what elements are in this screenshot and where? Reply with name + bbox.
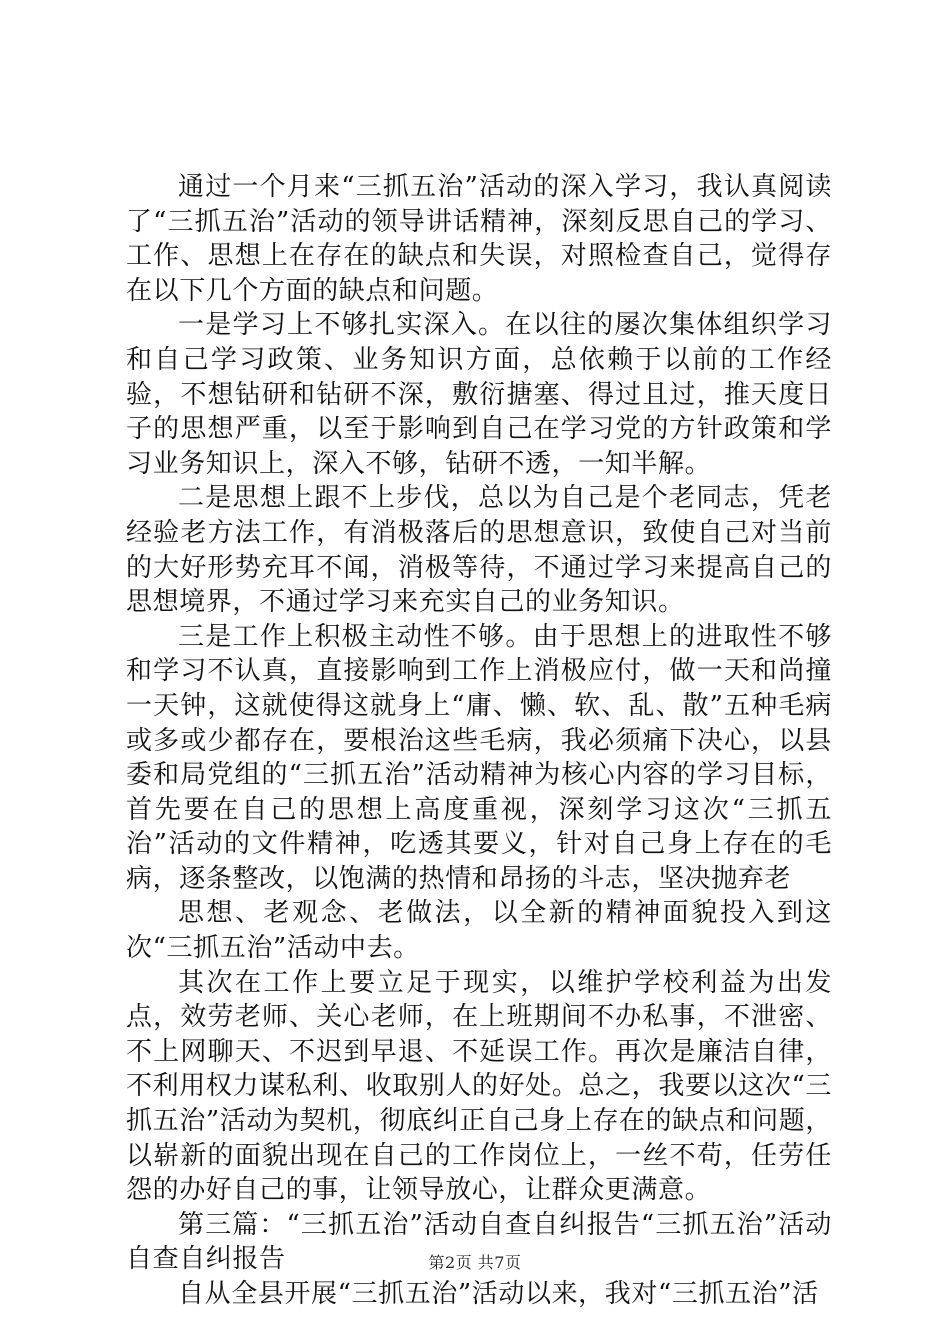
paragraph-next-steps: 其次在工作上要立足于现实，以维护学校利益为出发点，效劳老师、关心老师，在上班期间不办私事，不泄密、不上网聊天、不迟到早退、不延误工作。再次是廉洁自律，不利用权力谋私利、收取别人的好处。总之，我要以这次“三抓五治”活动为契机，彻底纠正自己身上存在的缺点和问题，以崭新的面貌出现在自己的工作岗位上，一丝不苟，任劳任怨的办好自己的事，让领导放心，让群众更满意。 — [126, 967, 832, 1206]
page-number-footer: 第2页 共7页 — [428, 1253, 522, 1272]
paragraph-section-start: 自从全县开展“三抓五治”活动以来，我对“三抓五治”活 — [178, 1279, 819, 1309]
paragraph-point-three: 三是工作上积极主动性不够。由于思想上的进取性不够和学习不认真，直接影响到工作上消极应付，做一天和尚撞一天钟，这就使得这就身上“庸、懒、软、乱、散”五种毛病或多或少都存在，要根治这些毛病，我必须痛下决心，以县委和局党组的“三抓五治”活动精神为核心内容的学习目标，首先要在自己的思想上高度重视，深刻学习这次“三抓五治”活动的文件精神，吃透其要义，针对自己身上存在的毛病，逐条整改，以饱满的热情和昂扬的斗志，坚决抛弃老 — [126, 621, 832, 894]
paragraph-continuation: 思想、老观念、老做法，以全新的精神面貌投入到这次“三抓五治”活动中去。 — [126, 898, 832, 964]
document-body — [126, 170, 832, 1312]
section-heading: 第三篇：“三抓五治”活动自查自纠报告“三抓五治”活动自查自纠报告 — [126, 1209, 832, 1275]
paragraph-point-one: 一是学习上不够扎实深入。在以往的屡次集体组织学习和自己学习政策、业务知识方面，总依赖于以前的工作经验，不想钻研和钻研不深，敷衍搪塞、得过且过，推天度日子的思想严重，以至于影响到自己在学习党的方针政策和学习业务知识上，深入不够，钻研不透，一知半解。 — [126, 310, 832, 479]
paragraph-intro: 通过一个月来“三抓五治”活动的深入学习，我认真阅读了“三抓五治”活动的领导讲话精神，深刻反思自己的学习、工作、思想上在存在的缺点和失误，对照检查自己，觉得存在以下几个方面的缺点和问题。 — [126, 172, 832, 306]
paragraph-point-two: 二是思想上跟不上步伐，总以为自己是个老同志，凭老经验老方法工作，有消极落后的思想意识，致使自己对当前的大好形势充耳不闻，消极等待，不通过学习来提高自己的思想境界，不通过学习来充实自己的业务知识。 — [126, 483, 832, 618]
